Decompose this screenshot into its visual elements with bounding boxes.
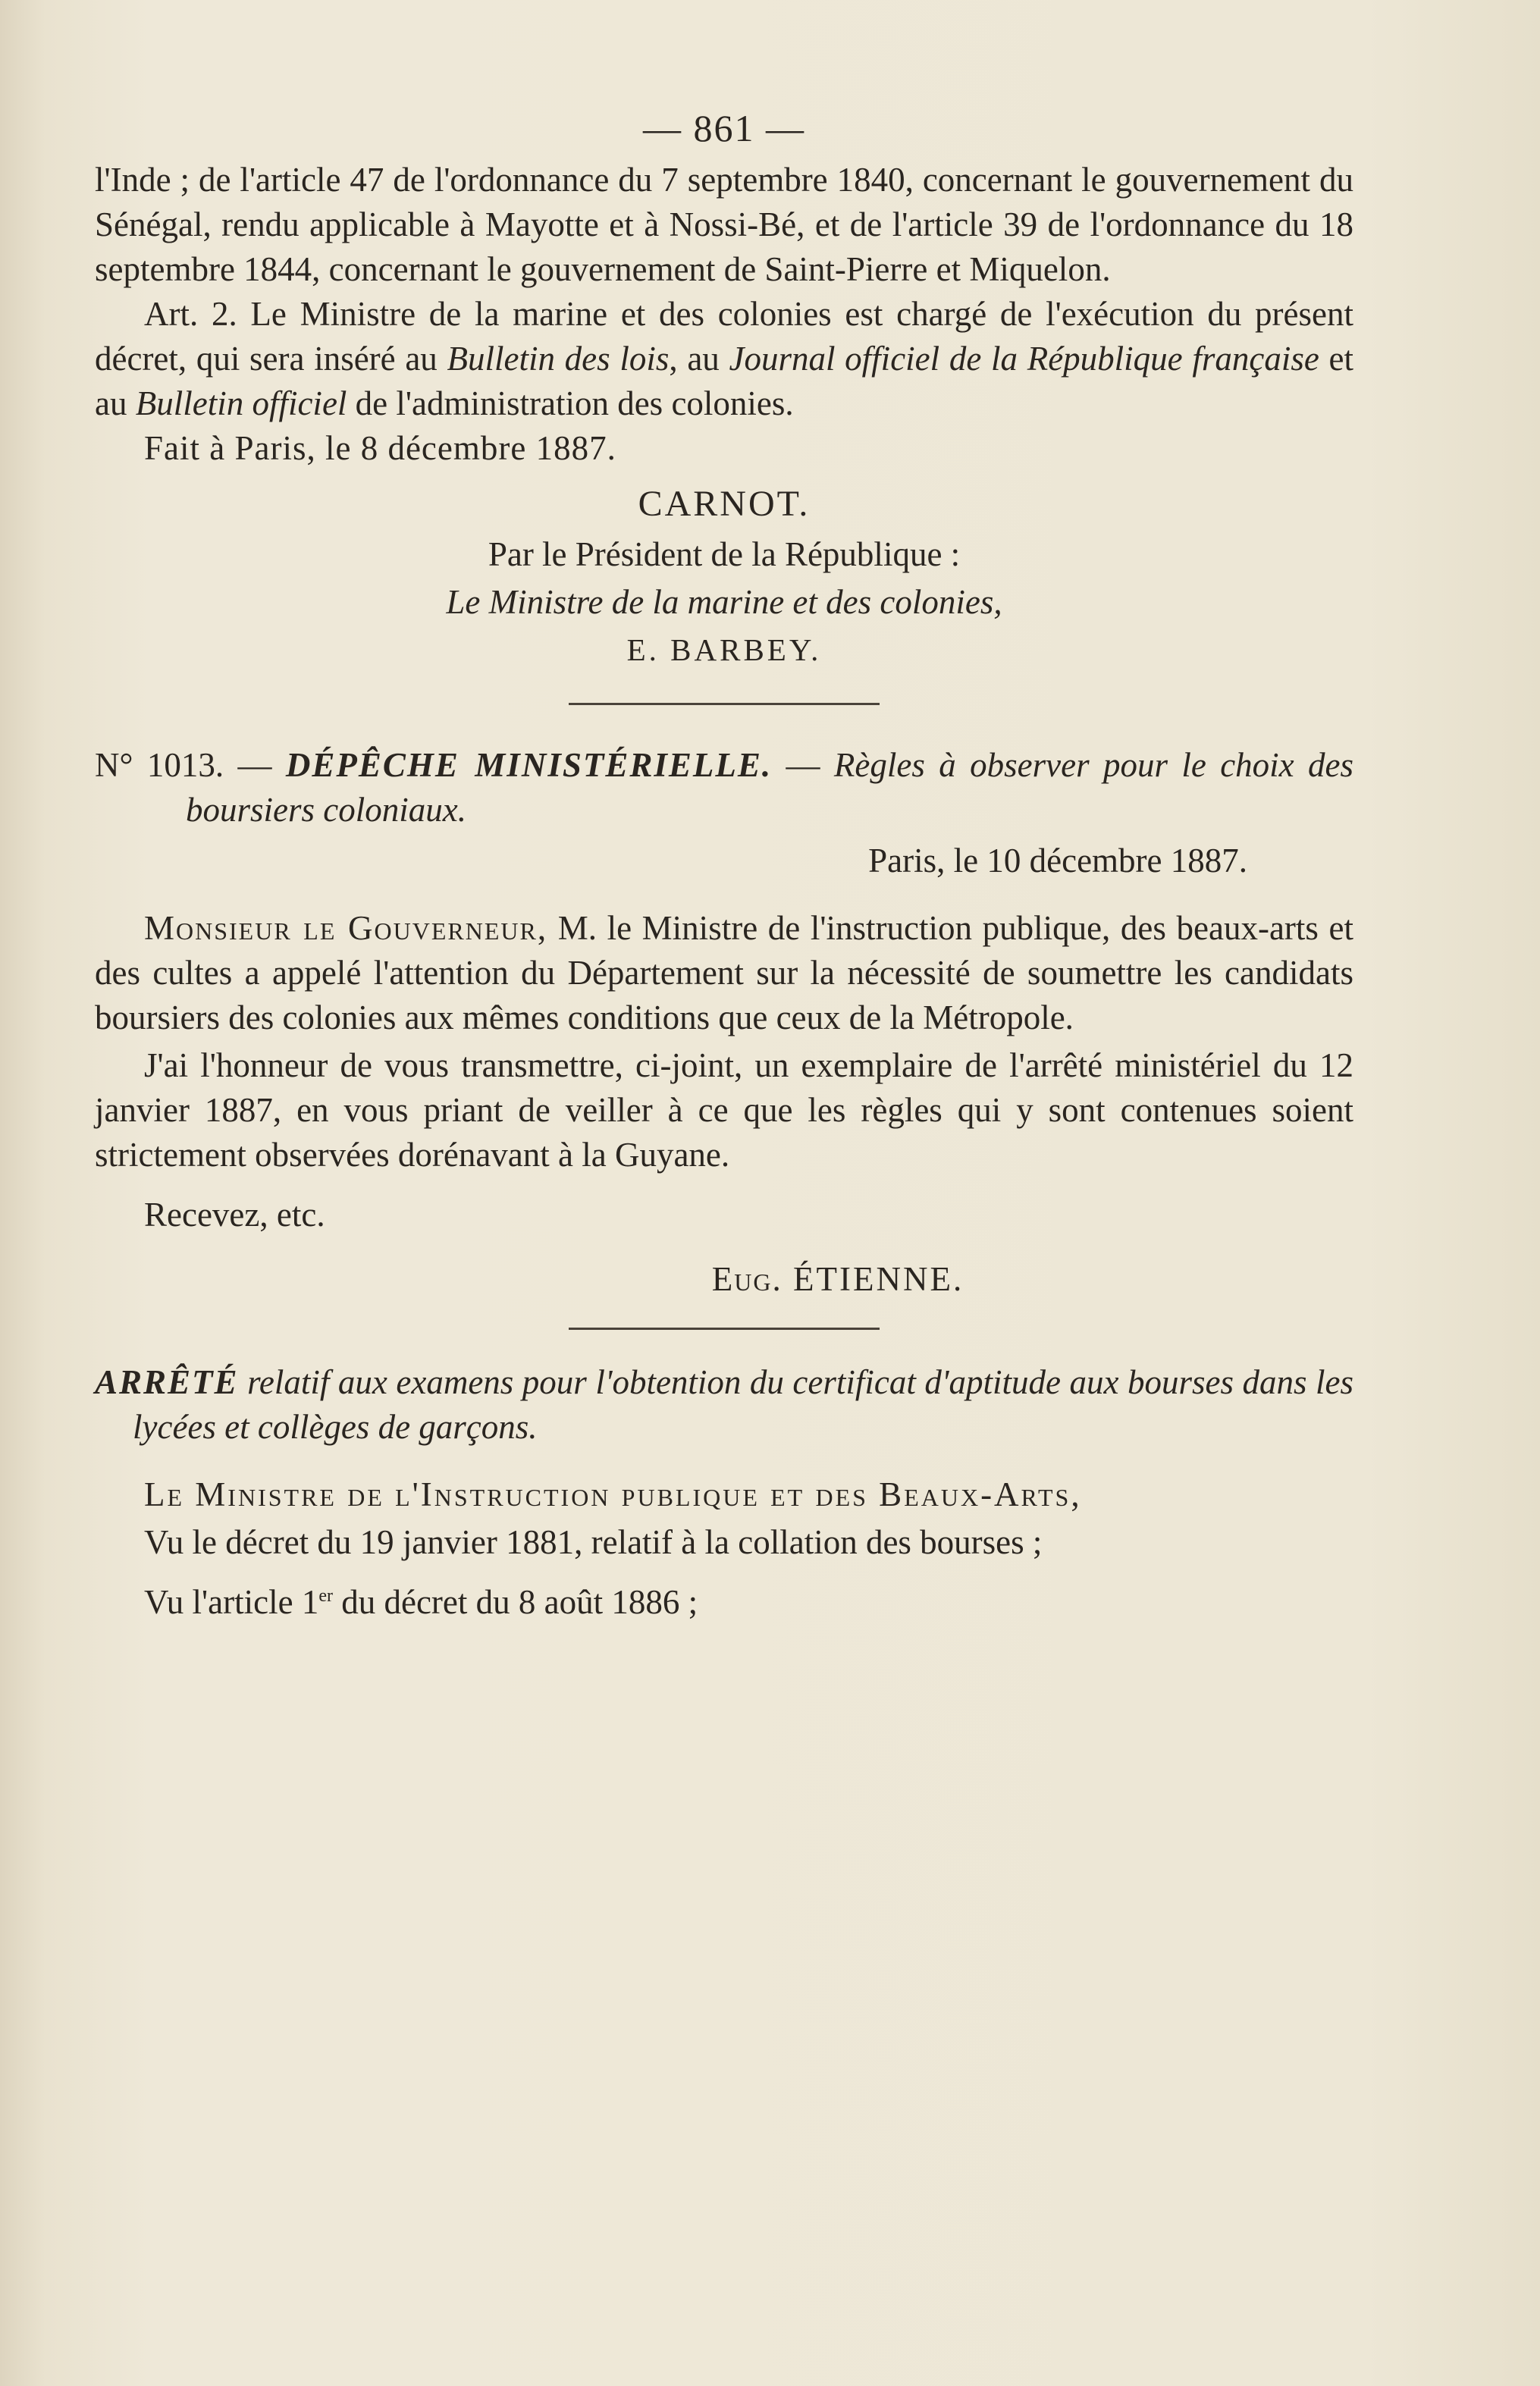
by-president-line: Par le Président de la République : — [488, 535, 961, 573]
dispatch-signature-prefix: Eug. — [711, 1260, 783, 1298]
minister-name: E. BARBEY. — [626, 632, 822, 667]
dispatch-subject: Règles à observer pour le choix des boursiers coloniaux. — [186, 746, 1354, 829]
dispatch-number: N° 1013. — — [95, 746, 286, 784]
dispatch-signature — [95, 1257, 1353, 1302]
dispatch-closing: Recevez, etc. — [144, 1196, 325, 1234]
dispatch-title: DÉPÊCHE MINISTÉRIELLE. — [285, 746, 773, 784]
arrete-vu-2-start: Vu l'article 1 — [144, 1583, 319, 1621]
minister-title — [95, 580, 1353, 625]
decree-paragraph-1: l'Inde ; de l'article 47 de l'ordonnance du 7 septembre 1840, concernant le gouvernement du Sénégal, rendu applicable à Mayotte et à Nossi-Bé, et de l'article 39 de l'ordonnance du 18 septembre 1844, concernant le gouvernement de Saint-Pierre et Miquelon. — [95, 161, 1353, 288]
dispatch-paragraph-1-text: M. le Ministre de l'instruction publique, des beaux-arts et des cultes a appelé l'attention du Département sur la nécessité de soumettre les candidats boursiers des colonies aux mêmes conditions que ceux de la Métropole. — [95, 909, 1354, 1036]
decree-article-2 — [95, 292, 1353, 426]
article-2-text-mid2: et au — [95, 340, 1353, 422]
arrete-vu-1: Vu le décret du 19 janvier 1881, relatif à la collation des bourses ; — [144, 1523, 1043, 1561]
article-2-text-start: Art. 2. Le Ministre de la marine et des colonies est chargé de l'exécution du présent décret, qui sera inséré au — [95, 295, 1353, 378]
page-number: — 861 — — [643, 107, 805, 149]
dispatch-paragraph-1 — [95, 906, 1353, 1040]
dispatch-dash: — — [772, 746, 834, 784]
dispatch-paragraph-2: J'ai l'honneur de vous transmettre, ci-joint, un exemplaire de l'arrêté ministériel du 12 janvier 1887, en vous priant de veiller à ce que les règles qui y sont contenues soient strictement observées dorénavant à la Guyane. — [95, 1046, 1353, 1174]
dispatch-salutation: Monsieur le Gouverneur, — [144, 909, 548, 947]
journal-officiel: Journal officiel de la République française — [729, 340, 1319, 378]
dispatch-heading — [95, 743, 1353, 832]
section-divider — [569, 703, 880, 705]
bulletin-des-lois: Bulletin des lois — [447, 340, 670, 378]
article-2-text-end: de l'administration des colonies. — [347, 384, 794, 422]
article-2-text-mid1: , au — [669, 340, 729, 378]
arrete-vu-2 — [95, 1574, 1353, 1625]
dispatch-date: Paris, le 10 décembre 1887. — [868, 842, 1247, 879]
arrete-vu-2-sup: er — [318, 1586, 333, 1606]
arrete-subject: relatif aux examens pour l'obtention du certificat d'aptitude aux bourses dans les lycées et collèges de garçons. — [133, 1363, 1353, 1446]
decree-signatory: CARNOT. — [638, 484, 811, 524]
page-content — [95, 106, 1353, 1625]
bulletin-officiel: Bulletin officiel — [135, 384, 347, 422]
arrete-heading — [95, 1360, 1353, 1450]
minister-title-text: Le Ministre de la marine et des colonies, — [446, 583, 1002, 621]
decree-done-at: Fait à Paris, le 8 décembre 1887. — [144, 429, 616, 467]
dispatch-signature-name: ÉTIENNE. — [782, 1260, 964, 1298]
arrete-vu-2-end: du décret du 8 août 1886 ; — [332, 1583, 698, 1621]
arrete-title: ARRÊTÉ — [95, 1363, 239, 1401]
arrete-minister: Le Ministre de l'Instruction publique et des Beaux-Arts, — [144, 1475, 1082, 1513]
section-divider-2 — [569, 1328, 880, 1330]
